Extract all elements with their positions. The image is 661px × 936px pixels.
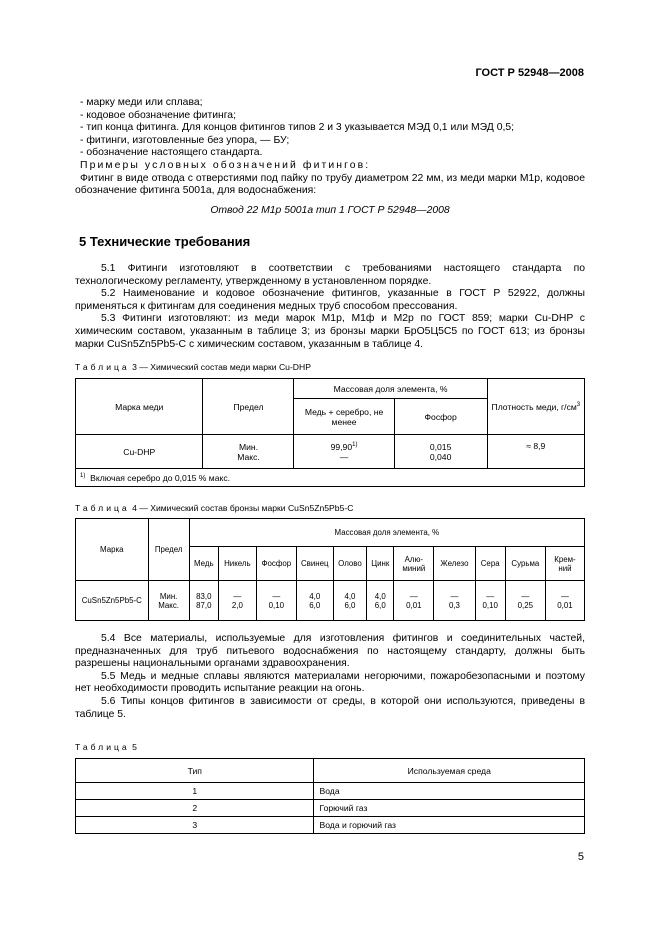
table4-cell-value: — 0,3 (434, 581, 475, 621)
table4-col-limit: Предел (148, 519, 189, 581)
table4-cell-value: 83,0 87,0 (189, 581, 218, 621)
table4-cell-limit: Мин. Макс. (148, 581, 189, 621)
upper-text (75, 97, 585, 351)
paragraph-5-6: 5.6 Типы концов фитингов в зависимости от среды, в которой они используются, приведены в таблице 5. (75, 695, 585, 720)
table4-cell-grade: CuSn5Zn5Pb5-C (76, 581, 149, 621)
list-item: - тип конца фитинга. Для концов фитингов типов 2 и 3 указывается МЭД 0,1 или МЭД 0,5; (80, 122, 515, 134)
table3-footnote: $^{1)}$ Включая серебро до 0,015 % макс. (76, 469, 585, 487)
table4-col-element: Железо (434, 547, 475, 581)
table4-col-element: Цинк (367, 547, 394, 581)
list-item: - марку меди или сплава; (80, 97, 203, 108)
table3-col-p: Фосфор (394, 399, 487, 435)
table4-col-element: Свинец (296, 547, 333, 581)
table4-cell-value: 4,0 6,0 (333, 581, 367, 621)
table3-cell-grade: Cu-DHP (76, 435, 203, 469)
section-title: 5 Технические требования (79, 234, 251, 250)
table4-col-grade: Марка (76, 519, 149, 581)
table3-col-limit: Предел (203, 379, 294, 435)
table4-cell-value: — 0,10 (475, 581, 505, 621)
table4-col-element: Сурьма (505, 547, 545, 581)
section-5-paragraphs (75, 263, 585, 351)
table4-cell-value: — 0,25 (505, 581, 545, 621)
table4-cell-value: — 0,10 (256, 581, 296, 621)
table5-cell-type: 1 (76, 783, 314, 800)
table5-cell-medium: Вода (314, 783, 585, 800)
table4-col-element: Алю- миний (394, 547, 434, 581)
table3-col-density: Плотность меди, $г/см^3$ (487, 379, 584, 435)
table3-cell-limit: Мин. Макс. (203, 435, 294, 469)
table4 (75, 518, 585, 621)
table5-cell-medium: Вода и горючий газ (314, 817, 585, 834)
table3-caption: Таблица 3 — Химический состав меди марки Cu-DHP (75, 362, 311, 372)
table4-caption: Таблица 4 — Химический состав бронзы марки CuSn5Zn5Pb5-C (75, 503, 354, 513)
table3-col-grade: Марка меди (76, 379, 203, 435)
example-designation: Отвод 22 М1р 5001а тип 1 ГОСТ Р 52948—2008 (210, 204, 450, 216)
examples-heading: Примеры условных обозначений фитингов: (80, 159, 371, 171)
table4-cell-value: — 0,01 (545, 581, 584, 621)
paragraph-5-1: 5.1 Фитинги изготовляют в соответствии с требованиями настоящего стандарта по технологическому регламенту, утвержденному в установленном порядке. (75, 262, 585, 287)
list-item: - обозначение настоящего стандарта. (80, 147, 263, 159)
table4-cell-value: — 0,01 (394, 581, 434, 621)
table5-col-medium: Используемая среда (314, 759, 585, 783)
table3-col-cu: Медь + серебро, не менее (294, 399, 394, 435)
example-text: Фитинг в виде отвода с отверстиями под пайку по трубу диаметром 22 мм, из меди марки М1р, кодовое обозначение фитинга 5001а, для водоснабжения: (75, 172, 585, 197)
paragraph-5-5: 5.5 Медь и медные сплавы являются материалами негорючими, пожаробезопасными и поэтому нет необходимости проводить испытание реакции на огонь. (75, 670, 585, 695)
table5 (75, 758, 585, 834)
table5-cell-type: 2 (76, 800, 314, 817)
table4-cell-value: 4,0 6,0 (296, 581, 333, 621)
table4-col-element: Никель (218, 547, 256, 581)
table4-col-element: Медь (189, 547, 218, 581)
page-number: 5 (577, 851, 584, 863)
table5-cell-type: 3 (76, 817, 314, 834)
table3 (75, 378, 585, 487)
paragraph-5-2: 5.2 Наименование и кодовое обозначение фитингов, указанные в ГОСТ Р 52922, должны применяться к фитингам для соединения медных труб способом прессования. (75, 288, 585, 312)
table5-caption: Таблица 5 (75, 742, 137, 752)
table4-col-mass: Массовая доля элемента, % (189, 519, 584, 547)
table3-col-mass: Массовая доля элемента, % (294, 379, 487, 399)
table4-col-element: Крем- ний (545, 547, 584, 581)
paragraph-5-3: 5.3 Фитинги изготовляют: из меди марок М1р, М1ф и М2р по ГОСТ 859; марки Cu-DHP с химическим составом, указанным в таблице 3; из бронзы марки БрО5Ц5С5 по ГОСТ 613; из бронзы марки CuSn5Zn5Pb5-C с химическим составом, указанным в таблице 4. (75, 313, 585, 350)
table3-cell-cu: 99,90$^{1)}$ — (294, 435, 394, 469)
table4-col-element: Олово (333, 547, 367, 581)
table5-cell-medium: Горючий газ (314, 800, 585, 817)
table4-col-element: Сера (475, 547, 505, 581)
table3-cell-p: 0,015 0,040 (394, 435, 487, 469)
table3-cell-density: ≈ 8,9 (487, 435, 584, 469)
table4-cell-value: — 2,0 (218, 581, 256, 621)
table4-col-element: Фосфор (256, 547, 296, 581)
standard-header: ГОСТ Р 52948—2008 (475, 67, 584, 79)
table5-col-type: Тип (76, 759, 314, 783)
list-item: - кодовое обозначение фитинга; (80, 109, 236, 121)
lower-text (75, 633, 585, 721)
list-item: - фитинги, изготовленные без упора, — БУ; (80, 134, 290, 146)
table4-cell-value: 4,0 6,0 (367, 581, 394, 621)
paragraph-5-4: 5.4 Все материалы, используемые для изготовления фитингов и соединительных частей, предназначенных для труб питьевого водоснабжения по настоящему стандарту, должны быть разрешены национальными органами здравоохранения. (75, 633, 585, 670)
